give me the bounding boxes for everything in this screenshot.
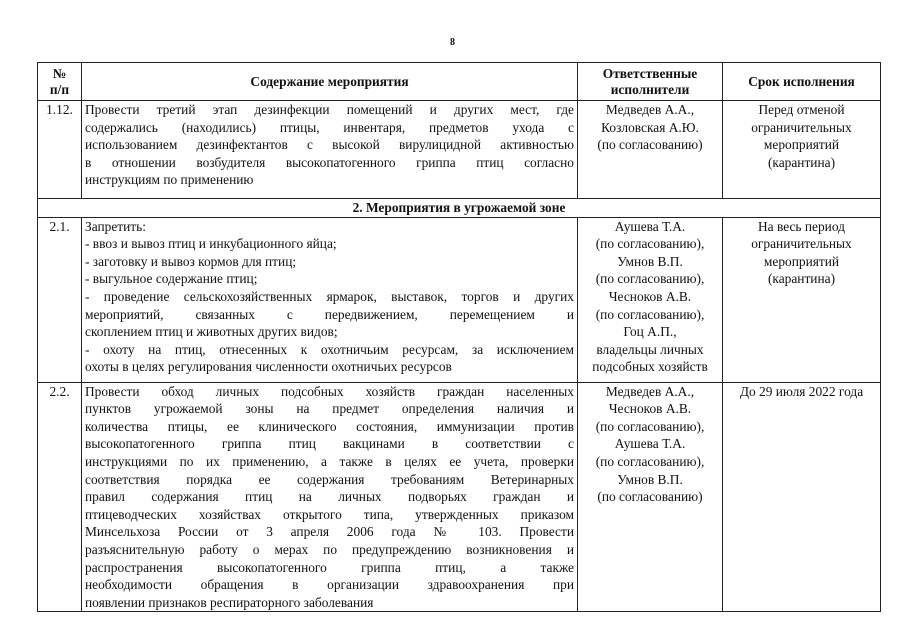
row-content (82, 101, 578, 199)
responsible-line: Чесноков А.В. (608, 401, 692, 417)
row-content (82, 382, 578, 612)
content-line: - ввоз и вывоз птиц и инкубационного яйца; (85, 236, 337, 252)
content-line: Запретить: (85, 218, 146, 234)
content-line: содержались (находились) птицы, инвентаря, предметов ухода с (85, 119, 574, 135)
content-line: необходимости обращения в организации здравоохранения при (85, 577, 574, 593)
row-number: 2.2. (38, 382, 82, 612)
content-line: использованием дезинфектантов с высокой вирулицидной активностью (85, 137, 574, 153)
content-line: птицеводческих хозяйствах открытого типа, утвержденных приказом (85, 506, 574, 522)
deadline-line: (карантина) (767, 271, 836, 287)
header-deadline: Срок исполнения (723, 63, 881, 101)
responsible-line: Аушева Т.А. (614, 436, 686, 452)
content-line: - проведение сельскохозяйственных ярмарок, выставок, торгов и других (85, 288, 574, 304)
responsible-line: (по согласованию), (595, 453, 705, 469)
content-line: Минсельхоза России от 3 апреля 2006 года № 103. Провести (85, 524, 574, 540)
row-responsible (578, 101, 723, 199)
responsible-line: (по согласованию), (595, 236, 705, 252)
measures-table (37, 62, 881, 612)
deadline-line: ограничительных (751, 236, 852, 252)
header-responsible: Ответственные исполнители (578, 63, 723, 101)
content-line: Провести обход личных подсобных хозяйств граждан населенных (85, 383, 574, 399)
table-row (38, 217, 881, 382)
deadline-line: ограничительных (751, 119, 852, 135)
content-line: - охоту на птиц, отнесенных к охотничьим ресурсам, за исключением (85, 341, 574, 357)
row-deadline (723, 382, 881, 612)
deadline-line: До 29 июля 2022 года (739, 383, 864, 399)
table-row (38, 382, 881, 612)
deadline-line: Перед отменой (758, 102, 845, 117)
content-line: - заготовку и вывоз кормов для птиц; (85, 253, 297, 269)
responsible-line: Медведев А.А., (605, 383, 695, 399)
content-line: скоплением птиц и животных других видов; (85, 324, 338, 340)
responsible-line: (по согласованию) (597, 489, 703, 505)
row-number: 1.12. (38, 101, 82, 199)
row-responsible (578, 382, 723, 612)
deadline-line: На весь период (758, 218, 845, 234)
content-line: высокопатогенного гриппа птиц вакцинами в соответствии с (85, 436, 574, 452)
section-row (38, 199, 881, 218)
row-content (82, 217, 578, 382)
responsible-line: Медведев А.А., (605, 102, 695, 117)
content-line: соответствия порядка ее содержания требованиям Ветеринарных (85, 471, 574, 487)
content-line: Провести третий этап дезинфекции помещений и других мест, где (85, 102, 574, 117)
content-line: пунктов угрожаемой зоны на предмет определения наличия и (85, 401, 574, 417)
content-line: распространения высокопатогенного гриппа птиц, а также (85, 559, 574, 575)
content-line: правил содержания птиц на личных подворьях граждан и (85, 489, 574, 505)
table-row (38, 101, 881, 199)
row-number: 2.1. (38, 217, 82, 382)
responsible-line: подсобных хозяйств (592, 359, 708, 375)
content-line: инструкциями по их применению, а также в целях ее учета, проверки (85, 453, 574, 469)
content-line: в отношении возбудителя высокопатогенного гриппа птиц согласно (85, 154, 574, 170)
content-line: количества птицы, ее клинического состояния, иммунизации против (85, 418, 574, 434)
deadline-line: мероприятий (763, 137, 840, 153)
section-title: 2. Мероприятия в угрожаемой зоне (38, 199, 881, 218)
content-line: охоты в целях регулирования численности охотничьих ресурсов (85, 359, 452, 375)
header-content: Содержание мероприятия (82, 63, 578, 101)
content-line: мероприятий, связанных с передвижением, перемещением и (85, 306, 574, 322)
content-line: инструкциям по применению (85, 172, 254, 188)
content-line: - выгульное содержание птиц; (85, 271, 258, 287)
deadline-line: мероприятий (763, 253, 840, 269)
responsible-line: Козловская А.Ю. (601, 119, 699, 135)
responsible-line: Чесноков А.В. (608, 288, 692, 304)
row-deadline (723, 217, 881, 382)
deadline-line: (карантина) (767, 154, 836, 170)
responsible-line: (по согласованию), (595, 306, 705, 322)
content-line: разъяснительную работу о мерах по предупреждению возникновения и (85, 541, 574, 557)
responsible-line: Аушева Т.А. (614, 218, 686, 234)
page-number: 8 (450, 37, 455, 48)
row-responsible (578, 217, 723, 382)
content-line: появлении признаков респираторного заболевания (85, 594, 374, 610)
responsible-line: (по согласованию), (595, 418, 705, 434)
responsible-line: (по согласованию) (597, 137, 703, 153)
row-deadline (723, 101, 881, 199)
header-num: № п/п (38, 63, 82, 101)
responsible-line: владельцы личных (596, 341, 704, 357)
responsible-line: Умнов В.П. (617, 253, 683, 269)
responsible-line: Гоц А.П., (623, 324, 677, 340)
responsible-line: (по согласованию), (595, 271, 705, 287)
responsible-line: Умнов В.П. (617, 471, 683, 487)
table-header-row (38, 63, 881, 101)
